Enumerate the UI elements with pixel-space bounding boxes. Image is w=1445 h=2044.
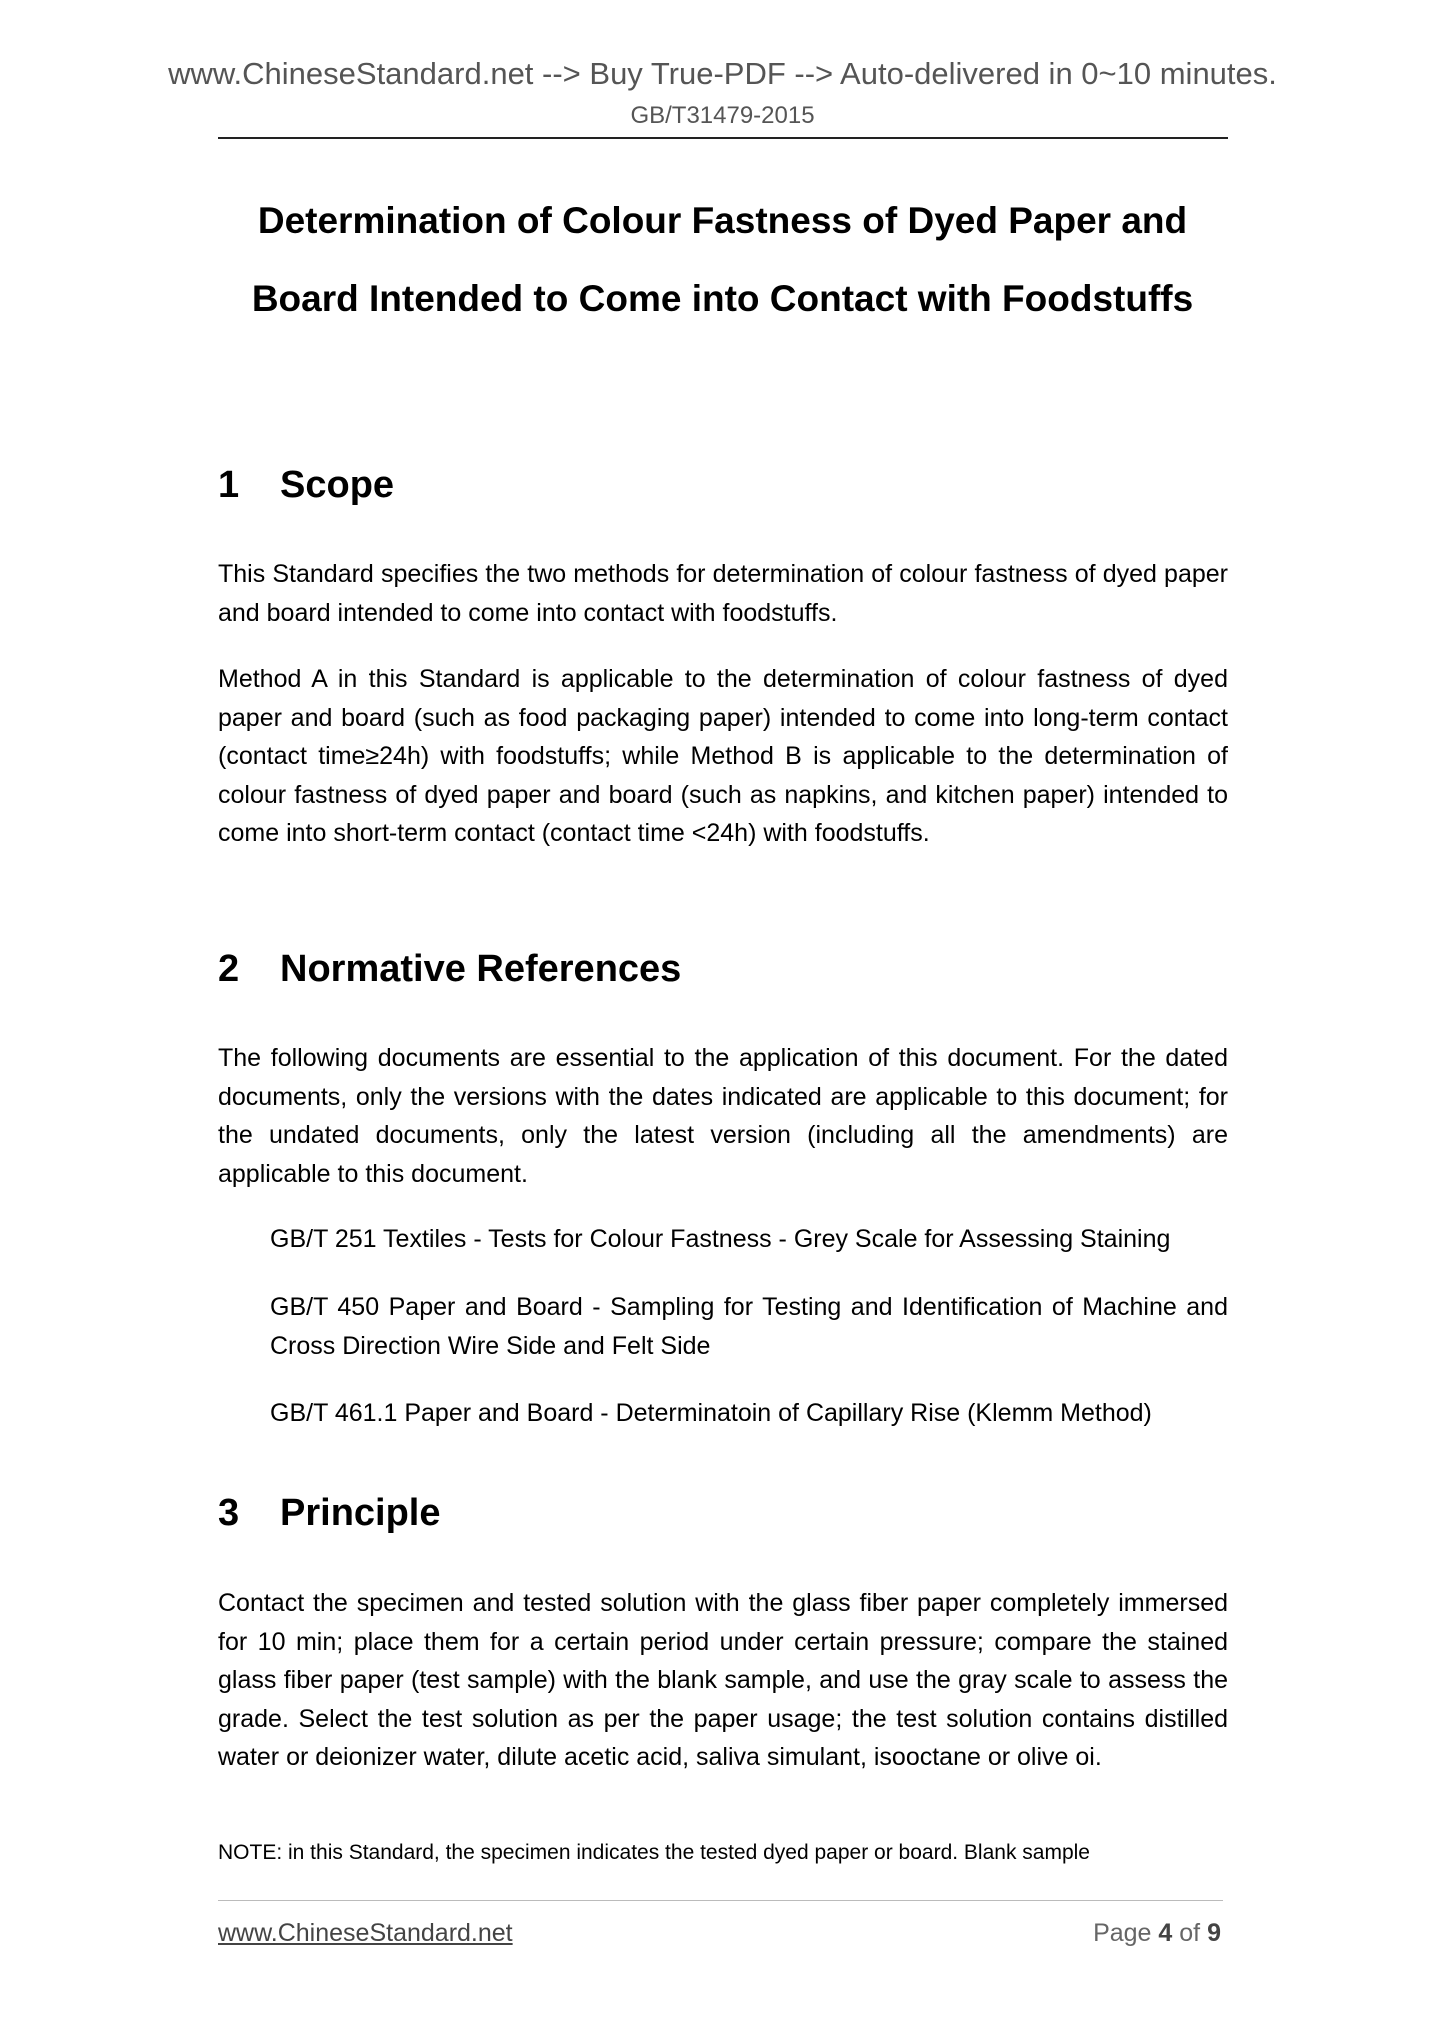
page-current: 4 [1158, 1919, 1173, 1947]
reference-item-gb-t-251: GB/T 251 Textiles - Tests for Colour Fastness - Grey Scale for Assessing Staining [270, 1225, 1171, 1253]
page-of: of [1179, 1919, 1201, 1947]
header-divider [218, 137, 1228, 139]
footer-site-link[interactable]: www.ChineseStandard.net [218, 1919, 513, 1947]
scope-paragraph-1: This Standard specifies the two methods for determination of colour fastness of dyed paper and board intended to come into contact with foodstuffs. [218, 560, 1228, 627]
section-heading-normative-references [218, 946, 681, 992]
scope-paragraph-2: Method A in this Standard is applicable to the determination of colour fastness of dyed paper and board (such as food packaging paper) intended to come into long-term contact (contact time≥24h) with foodstuffs; while Method B is applicable to the determination of colour fastness of dyed paper and board (such as napkins, and kitchen paper) intended to come into short-term contact (contact time <24h) with foodstuffs. [218, 665, 1228, 847]
section-title: Scope [280, 464, 395, 506]
section-heading-scope [218, 462, 394, 508]
note-text: NOTE: in this Standard, the specimen indicates the tested dyed paper or board. Blank sample [218, 1841, 1090, 1864]
page-indicator [1093, 1918, 1221, 1948]
section-number: 2 [218, 948, 240, 990]
header-banner[interactable]: www.ChineseStandard.net --> Buy True-PDF --> Auto-delivered in 0~10 minutes. [168, 56, 1277, 91]
document-title-line-1: Determination of Colour Fastness of Dyed Paper and [257, 200, 1188, 241]
references-intro-paragraph: The following documents are essential to the application of this document. For the dated documents, only the versions with the dates indicated are applicable to this document; for the undated documents, only the latest version (including all the amendments) are applicable to this document. [218, 1044, 1228, 1188]
section-number: 3 [218, 1492, 240, 1534]
principle-paragraph: Contact the specimen and tested solution with the glass fiber paper completely immersed for 10 min; place them for a certain period under certain pressure; compare the stained glass fiber paper (test sample) with the blank sample, and use the gray scale to assess the grade. Select the test solution as per the paper usage; the test solution contains distilled water or deionizer water, dilute acetic acid, saliva simulant, isooctane or olive oi. [218, 1589, 1228, 1771]
section-heading-principle [218, 1490, 441, 1536]
page-label: Page [1093, 1919, 1152, 1947]
document-title-line-2: Board Intended to Come into Contact with Foodstuffs [251, 278, 1194, 319]
standard-code: GB/T31479-2015 [630, 102, 815, 129]
section-title: Principle [280, 1492, 441, 1534]
page-total: 9 [1207, 1919, 1221, 1947]
document-title [150, 182, 1295, 338]
reference-item-gb-t-450: GB/T 450 Paper and Board - Sampling for Testing and Identification of Machine and Cross Direction Wire Side and Felt Side [270, 1293, 1228, 1360]
footer-divider [218, 1900, 1223, 1901]
reference-item-gb-t-461-1: GB/T 461.1 Paper and Board - Determinatoin of Capillary Rise (Klemm Method) [270, 1399, 1152, 1427]
section-title: Normative References [280, 948, 682, 990]
section-number: 1 [218, 464, 240, 506]
